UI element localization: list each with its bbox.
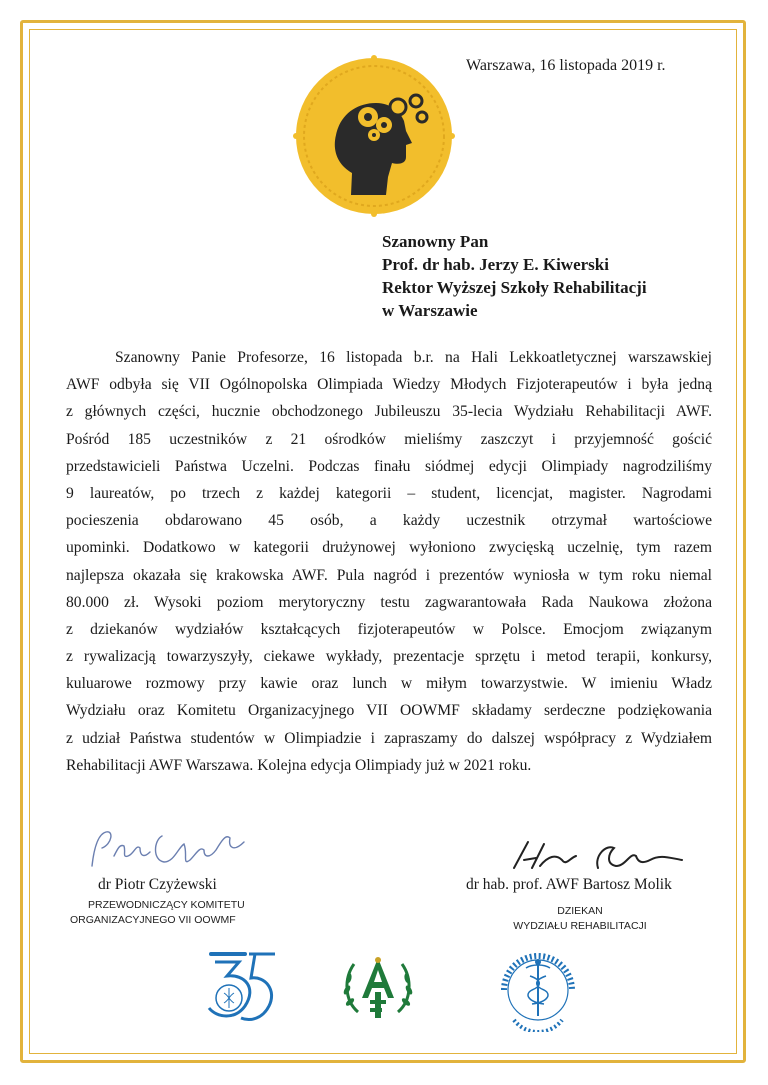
signatory-right-title-line: DZIEKAN	[557, 905, 603, 917]
awf-logo-icon	[340, 952, 416, 1022]
letter-line: Pośród 185 uczestników z 21 ośrodków mieliśmy zaszczyt i przyjemność gościć	[66, 430, 712, 448]
letter-date: Warszawa, 16 listopada 2019 r.	[466, 57, 666, 74]
letter-line: Wydziału oraz Komitetu Organizacyjnego VII OOWMF składamy serdeczne podziękowania	[66, 702, 712, 720]
handwritten-signature-left	[84, 826, 254, 876]
addressee-line: Rektor Wyższej Szkoły Rehabilitacji	[382, 278, 647, 297]
letter-line: kuluarowe rozmowy przy kawie oraz lunch w miłym towarzystwie. W imieniu Władz	[66, 675, 712, 693]
olympiad-emblem-icon	[276, 55, 472, 217]
letter-line: 80.000 zł. Wysoki poziom merytoryczny testu zagwarantowała Rada Naukowa złożona	[66, 593, 712, 611]
jubilee-35-logo-icon	[205, 948, 277, 1026]
letter-line: z dziekanów wydziałów kształcących fizjoterapeutów w Polsce. Emocjom związanym	[66, 620, 712, 638]
signatory-left-title	[70, 898, 310, 928]
letter-line: z głównych części, hucznie obchodzonego Jubileuszu 35-lecia Wydziału Rehabilitacji AWF.	[66, 403, 712, 421]
signatory-left-title-line: PRZEWODNICZĄCY KOMITETU	[88, 899, 245, 911]
addressee-line: Prof. dr hab. Jerzy E. Kiwerski	[382, 255, 609, 274]
addressee-line: Szanowny Pan	[382, 232, 489, 251]
signatory-right-title-line: WYDZIAŁU REHABILITACJI	[513, 920, 647, 932]
signatory-left-title-line: ORGANIZACYJNEGO VII OOWMF	[70, 914, 236, 926]
letter-line: najlepsza okazała się krakowska AWF. Pula nagród i prezentów wyniosła w tym roku niemal	[66, 566, 712, 584]
signatory-right-title	[480, 904, 680, 934]
letter-line: z udział Państwa studentów w Olimpiadzie i zapraszamy do dalszej współpracy z Wydziałem	[66, 729, 712, 747]
letter-line: Rehabilitacji AWF Warszawa. Kolejna edycja Olimpiady już w 2021 roku.	[66, 756, 532, 774]
signatory-right-name: dr hab. prof. AWF Bartosz Molik	[466, 876, 672, 893]
letter-line: przedstawicieli Państwa Uczelni. Podczas finału siódmej edycji Olimpiady nagrodziliśmy	[66, 457, 712, 475]
letter-line: Szanowny Panie Profesorze, 16 listopada b.r. na Hali Lekkoatletycznej warszawskiej	[115, 349, 712, 366]
letter-line: z rywalizacją towarzyszyły, ciekawe wykłady, prezentacje sprzętu i metod terapii, konkursy,	[66, 648, 712, 666]
handwritten-signature-right	[510, 838, 690, 874]
letter-line: AWF odbyła się VII Ogólnopolska Olimpiada Wiedzy Młodych Fizjoterapeutów i była jedną	[66, 376, 712, 394]
letter-line: upominki. Dodatkowo w kategorii drużynowej wyłoniono zwycięską uczelnię, tym razem	[66, 539, 712, 557]
letter-body	[66, 344, 712, 779]
addressee-block	[382, 230, 647, 322]
signatory-left-name: dr Piotr Czyżewski	[98, 876, 217, 893]
addressee-line: w Warszawie	[382, 301, 478, 320]
letter-line: 9 laureatów, po trzech z każdej kategorii – student, licencjat, magister. Nagrodami	[66, 484, 712, 502]
letter-line: pocieszenia obdarowano 45 osób, a każdy uczestnik otrzymał wartościowe	[66, 512, 712, 530]
faculty-rehabilitation-logo-icon	[484, 944, 592, 1032]
